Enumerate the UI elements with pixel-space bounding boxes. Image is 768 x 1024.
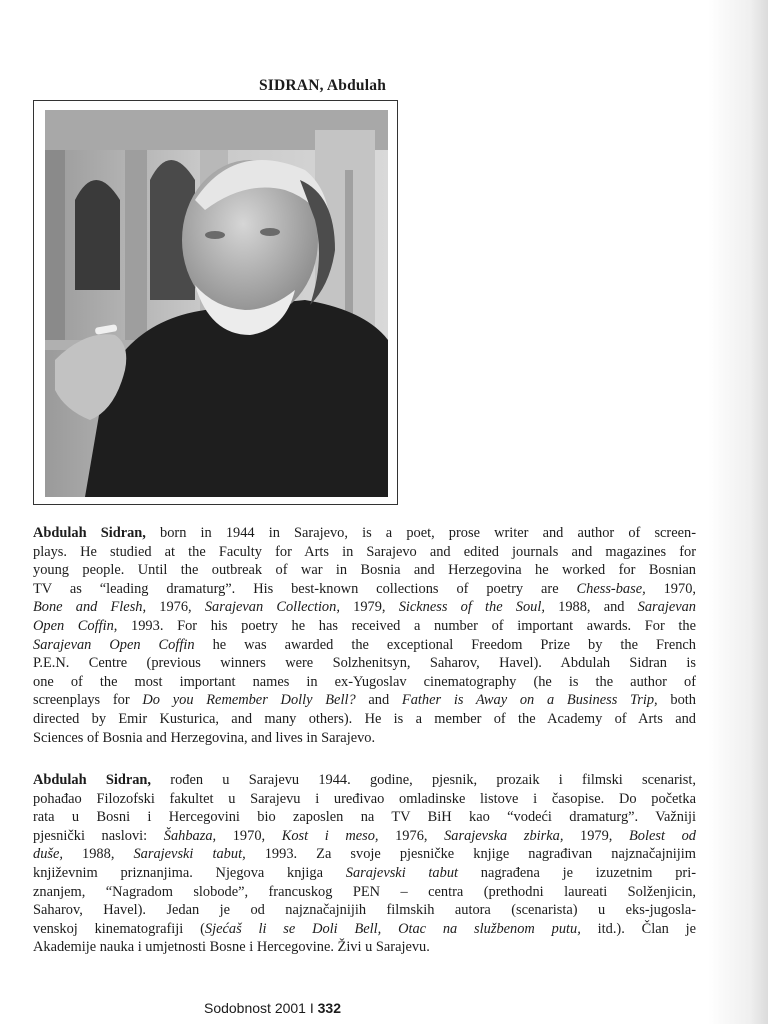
text-line: znanjem, “Nagradom slobode”, francuskog PEN – centra (prethodni laureati Solženjicin,	[33, 883, 696, 900]
footer-separator: I	[309, 1000, 314, 1016]
text-line: Sciences of Bosnia and Herzegovina, and lives in Sarajevo.	[33, 729, 376, 746]
text-line: one of the most important names in ex-Yugoslav cinematography (he is the author of	[33, 673, 696, 690]
bosnian-biography	[33, 771, 696, 957]
text-line: Bone and Flesh, 1976, Sarajevan Collection, 1979, Sickness of the Soul, 1988, and Sarajevan	[33, 599, 696, 616]
text-line: Open Coffin, 1993. For his poetry he has received a number of important awards. For the	[33, 617, 696, 634]
text-line: TV as “leading dramaturg”. His best-known collections of poetry are Chess-base, 1970,	[33, 580, 696, 597]
page-edge-shadow	[708, 0, 768, 1024]
text-line: young people. Until the outbreak of war in Bosnia and Herzegovina he worked for Bosnian	[33, 562, 696, 579]
page-title: SIDRAN, Abdulah	[258, 77, 387, 94]
text-line: Abdulah Sidran, born in 1944 in Sarajevo, is a poet, prose writer and author of screen-	[33, 525, 696, 541]
portrait-image	[45, 110, 388, 497]
text-line: pjesnički naslovi: Šahbaza, 1970, Kost i meso, 1976, Sarajevska zbirka, 1979, Bolest od	[33, 827, 696, 844]
page-footer	[0, 1000, 545, 1016]
english-biography	[33, 524, 696, 747]
portrait-photo	[45, 110, 388, 497]
text-line: directed by Emir Kusturica, and many others). He is a member of the Academy of Arts and	[33, 710, 696, 727]
text-line: screenplays for Do you Remember Dolly Bell? and Father is Away on a Business Trip, both	[33, 692, 696, 709]
text-line: P.E.N. Centre (previous winners were Solzhenitsyn, Saharov, Havel). Abdulah Sidran is	[33, 655, 696, 672]
text-line: pohađao Filozofski fakultet u Sarajevu i uređivao omladinske listove i časopise. Do početka	[33, 790, 696, 807]
text-line: Saharov, Havel). Jedan je od najznačajnijih filmskih autora (scenarista) u eks-jugosla-	[33, 902, 696, 919]
journal-name: Sodobnost 2001	[203, 1000, 306, 1016]
portrait-frame	[33, 100, 398, 505]
text-line: Akademije nauka i umjetnosti Bosne i Hercegovine. Živi u Sarajevu.	[33, 939, 430, 956]
text-line: plays. He studied at the Faculty for Arts in Sarajevo and edited journals and magazines for	[33, 543, 696, 560]
text-line: književnim priznanjima. Njegova knjiga Sarajevski tabut nagrađena je izuzetnim pri-	[33, 864, 696, 881]
text-line: venskoj kinematografiji (Sjećaš li se Doli Bell, Otac na službenom putu, itd.). Član je	[33, 920, 696, 937]
text-line: duše, 1988, Sarajevski tabut, 1993. Za svoje pjesničke knjige nagrađivan najznačajnijim	[33, 846, 696, 863]
text-line: Sarajevan Open Coffin he was awarded the exceptional Freedom Prize by the French	[33, 636, 696, 653]
text-line: Abdulah Sidran, rođen u Sarajevu 1944. godine, pjesnik, prozaik i filmski scenarist,	[33, 772, 696, 788]
page-number: 332	[317, 1000, 341, 1016]
text-line: rata u Bosni i Hercegovini bio zaposlen na TV BiH kao “vodeći dramaturg”. Važniji	[33, 809, 696, 826]
